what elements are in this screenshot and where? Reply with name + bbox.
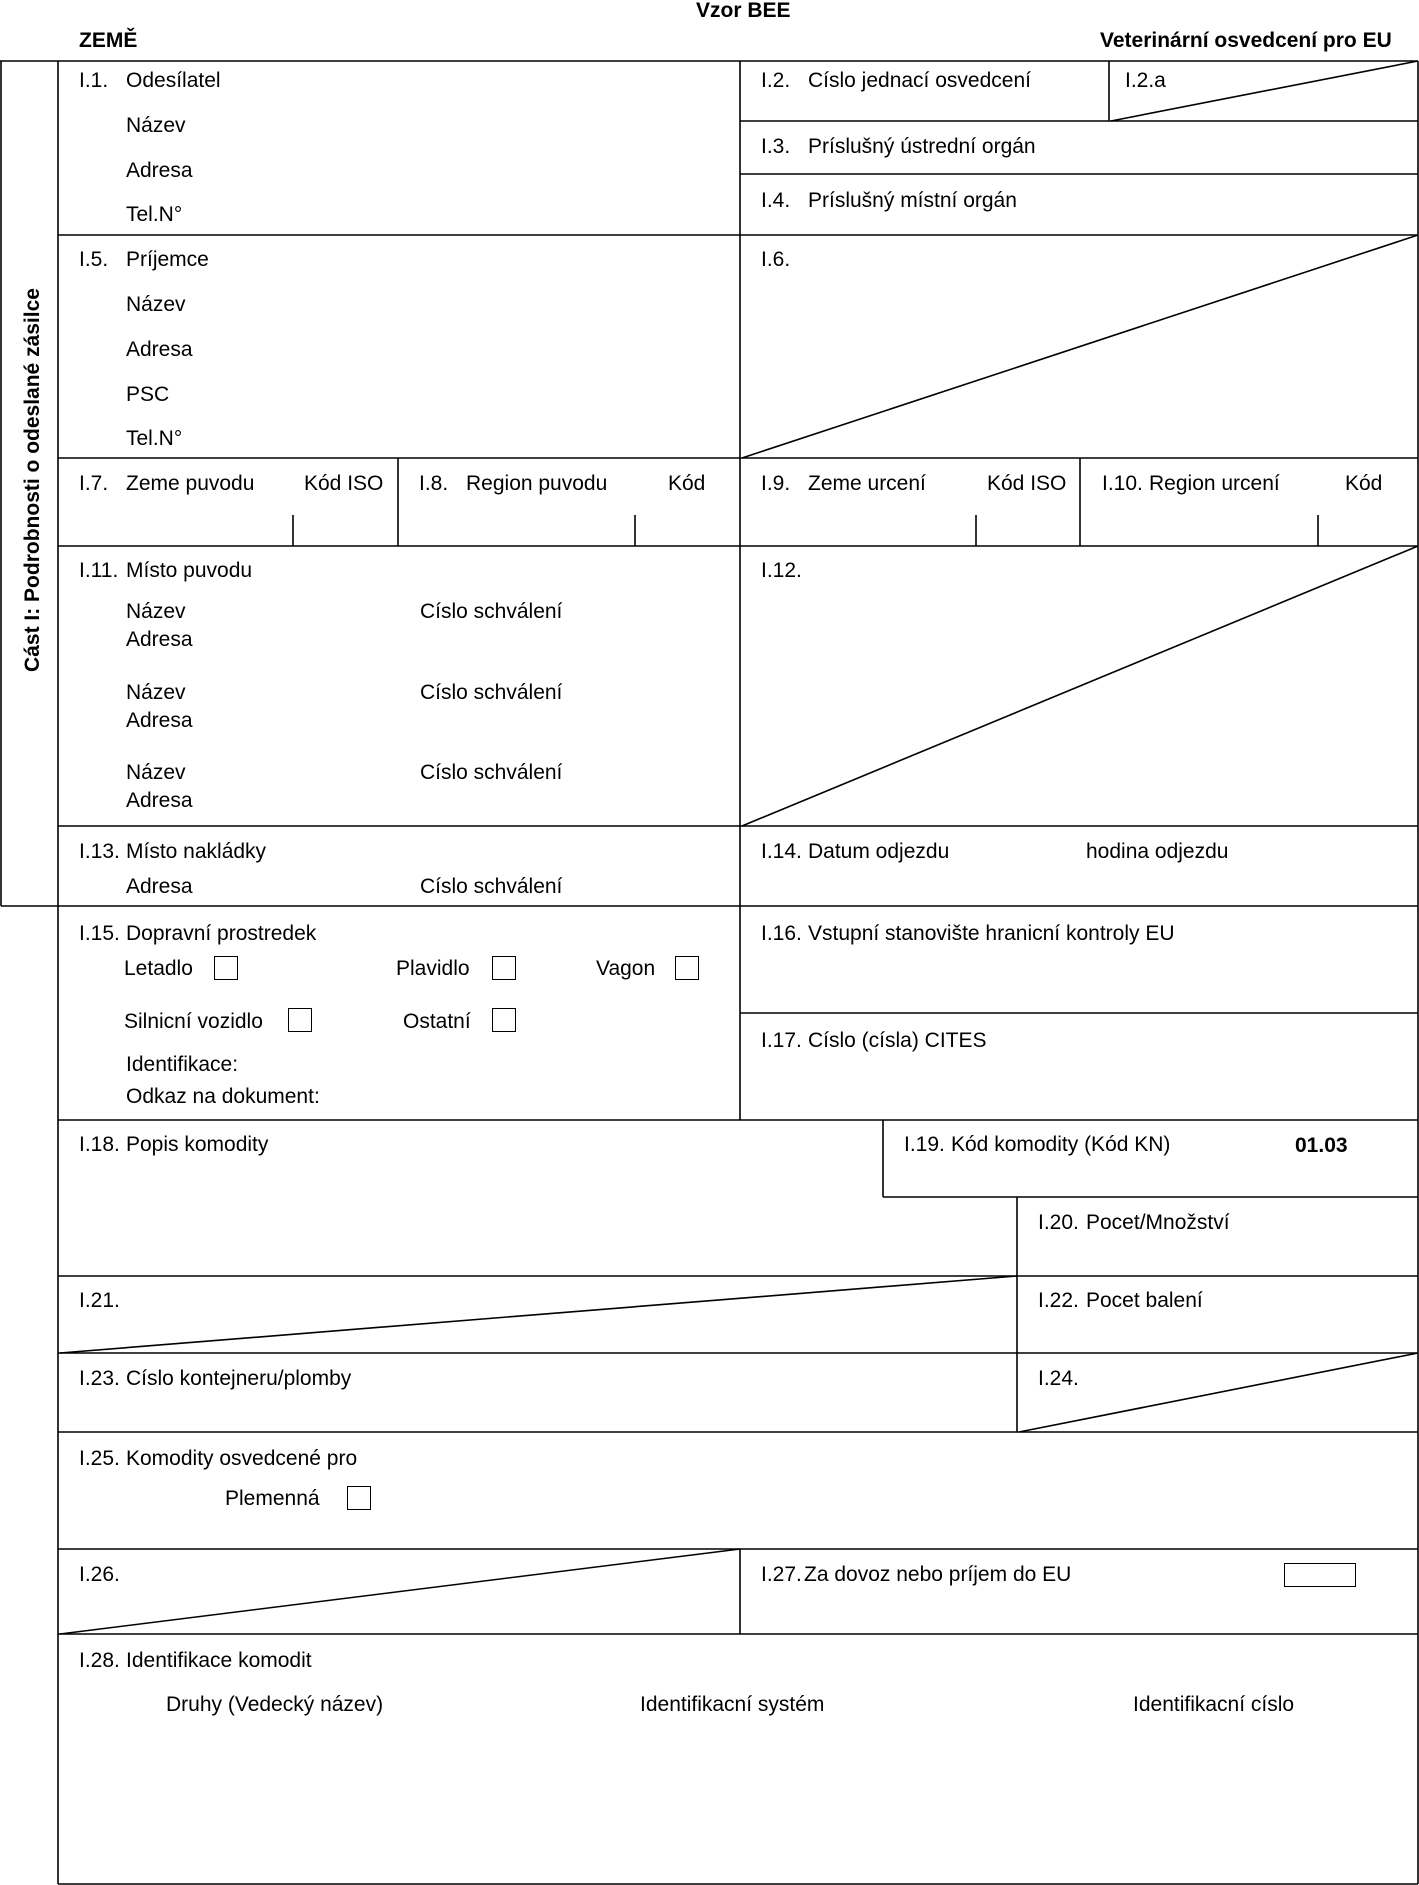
loading-place-code: I.13. bbox=[79, 840, 120, 863]
commodity-code-code: I.19. bbox=[904, 1133, 945, 1156]
country-label: ZEMĚ bbox=[79, 29, 138, 52]
dest-region-code: I.10. bbox=[1102, 472, 1143, 495]
transport-ship-checkbox[interactable] bbox=[492, 956, 516, 980]
consignee-label: Príjemce bbox=[126, 248, 209, 271]
transport-road-label: Silnicní vozidlo bbox=[124, 1010, 263, 1033]
commodity-desc-label: Popis komodity bbox=[126, 1133, 269, 1156]
departure-time-label: hodina odjezdu bbox=[1086, 840, 1229, 863]
identification-code: I.28. bbox=[79, 1649, 120, 1672]
consignee-name-label: Název bbox=[126, 293, 186, 316]
place-origin-approval-2: Císlo schválení bbox=[420, 681, 563, 704]
central-authority-code: I.3. bbox=[761, 135, 791, 158]
departure-date-label: Datum odjezdu bbox=[808, 840, 950, 863]
consignor-tel-label: Tel.N° bbox=[126, 203, 183, 226]
import-code: I.27. bbox=[761, 1563, 802, 1586]
consignor-address-label: Adresa bbox=[126, 159, 193, 182]
place-origin-name-2: Název bbox=[126, 681, 186, 704]
place-origin-address-3: Adresa bbox=[126, 789, 193, 812]
local-authority-label: Príslušný místní orgán bbox=[808, 189, 1017, 212]
transport-aircraft-label: Letadlo bbox=[124, 957, 193, 980]
form-title: Vzor BEE bbox=[696, 0, 791, 22]
commodity-desc-code: I.18. bbox=[79, 1133, 120, 1156]
packages-label: Pocet balení bbox=[1086, 1289, 1203, 1312]
cites-code: I.17. bbox=[761, 1029, 802, 1052]
commodity-code-label: Kód komodity (Kód KN) bbox=[951, 1133, 1171, 1156]
transport-other-label: Ostatní bbox=[403, 1010, 471, 1033]
container-code: I.23. bbox=[79, 1367, 120, 1390]
box12-code: I.12. bbox=[761, 559, 802, 582]
dest-region-kod-label: Kód bbox=[1345, 472, 1383, 495]
place-origin-name-1: Název bbox=[126, 600, 186, 623]
breeding-checkbox[interactable] bbox=[347, 1486, 371, 1510]
consignor-name-label: Název bbox=[126, 114, 186, 137]
import-label: Za dovoz nebo príjem do EU bbox=[804, 1563, 1072, 1586]
identification-column-species: Druhy (Vedecký název) bbox=[166, 1693, 384, 1716]
transport-other-checkbox[interactable] bbox=[492, 1008, 516, 1032]
transport-document-label: Odkaz na dokument: bbox=[126, 1085, 320, 1108]
consignee-postcode-label: PSC bbox=[126, 383, 170, 406]
place-origin-address-1: Adresa bbox=[126, 628, 193, 651]
commodity-code-value: 01.03 bbox=[1295, 1134, 1348, 1157]
box6-code: I.6. bbox=[761, 248, 791, 271]
border-post-code: I.16. bbox=[761, 922, 802, 945]
dest-country-label: Zeme urcení bbox=[808, 472, 926, 495]
certified-for-code: I.25. bbox=[79, 1447, 120, 1470]
transport-label: Dopravní prostredek bbox=[126, 922, 317, 945]
origin-country-label: Zeme puvodu bbox=[126, 472, 255, 495]
loading-place-label: Místo nakládky bbox=[126, 840, 267, 863]
transport-aircraft-checkbox[interactable] bbox=[214, 956, 238, 980]
identification-column-system: Identifikacní systém bbox=[640, 1693, 825, 1716]
central-authority-label: Príslušný ústrední orgán bbox=[808, 135, 1036, 158]
transport-wagon-checkbox[interactable] bbox=[675, 956, 699, 980]
origin-region-kod-label: Kód bbox=[668, 472, 706, 495]
transport-identification-label: Identifikace: bbox=[126, 1053, 239, 1076]
consignee-address-label: Adresa bbox=[126, 338, 193, 361]
quantity-code: I.20. bbox=[1038, 1211, 1079, 1234]
place-origin-name-3: Název bbox=[126, 761, 186, 784]
origin-region-label: Region puvodu bbox=[466, 472, 608, 495]
identification-column-number: Identifikacní císlo bbox=[1133, 1693, 1295, 1716]
place-origin-address-2: Adresa bbox=[126, 709, 193, 732]
packages-code: I.22. bbox=[1038, 1289, 1079, 1312]
origin-region-code: I.8. bbox=[419, 472, 449, 495]
origin-country-code: I.7. bbox=[79, 472, 109, 495]
box24-code: I.24. bbox=[1038, 1367, 1079, 1390]
place-origin-code: I.11. bbox=[79, 559, 119, 582]
consignee-code: I.5. bbox=[79, 248, 109, 271]
transport-road-checkbox[interactable] bbox=[288, 1008, 312, 1032]
border-post-label: Vstupní stanovište hranicní kontroly EU bbox=[808, 922, 1175, 945]
departure-code: I.14. bbox=[761, 840, 802, 863]
part1-vertical-label: Cást I: Podrobnosti o odeslané zásilce bbox=[21, 288, 44, 672]
cites-label: Císlo (císla) CITES bbox=[808, 1029, 987, 1052]
ref-number-code: I.2. bbox=[761, 69, 791, 92]
consignee-tel-label: Tel.N° bbox=[126, 427, 183, 450]
box21-code: I.21. bbox=[79, 1289, 120, 1312]
ref-number-sub-code: I.2.a bbox=[1125, 69, 1166, 92]
transport-ship-label: Plavidlo bbox=[396, 957, 470, 980]
transport-code: I.15. bbox=[79, 922, 120, 945]
dest-country-iso-label: Kód ISO bbox=[987, 472, 1067, 495]
container-label: Císlo kontejneru/plomby bbox=[126, 1367, 352, 1390]
place-origin-approval-3: Císlo schválení bbox=[420, 761, 563, 784]
breeding-label: Plemenná bbox=[225, 1487, 320, 1510]
loading-place-approval-label: Císlo schválení bbox=[420, 875, 563, 898]
consignor-code: I.1. bbox=[79, 69, 109, 92]
box26-code: I.26. bbox=[79, 1563, 120, 1586]
certified-for-label: Komodity osvedcené pro bbox=[126, 1447, 358, 1470]
import-checkbox[interactable] bbox=[1284, 1563, 1356, 1587]
origin-country-iso-label: Kód ISO bbox=[304, 472, 384, 495]
loading-place-address-label: Adresa bbox=[126, 875, 193, 898]
dest-country-code: I.9. bbox=[761, 472, 791, 495]
transport-wagon-label: Vagon bbox=[596, 957, 656, 980]
consignor-label: Odesílatel bbox=[126, 69, 221, 92]
certificate-title: Veterinární osvedcení pro EU bbox=[1100, 29, 1392, 52]
local-authority-code: I.4. bbox=[761, 189, 791, 212]
ref-number-label: Císlo jednací osvedcení bbox=[808, 69, 1031, 92]
identification-label: Identifikace komodit bbox=[126, 1649, 312, 1672]
dest-region-label: Region urcení bbox=[1149, 472, 1280, 495]
quantity-label: Pocet/Množství bbox=[1086, 1211, 1230, 1234]
place-origin-approval-1: Císlo schválení bbox=[420, 600, 563, 623]
place-origin-label: Místo puvodu bbox=[126, 559, 253, 582]
